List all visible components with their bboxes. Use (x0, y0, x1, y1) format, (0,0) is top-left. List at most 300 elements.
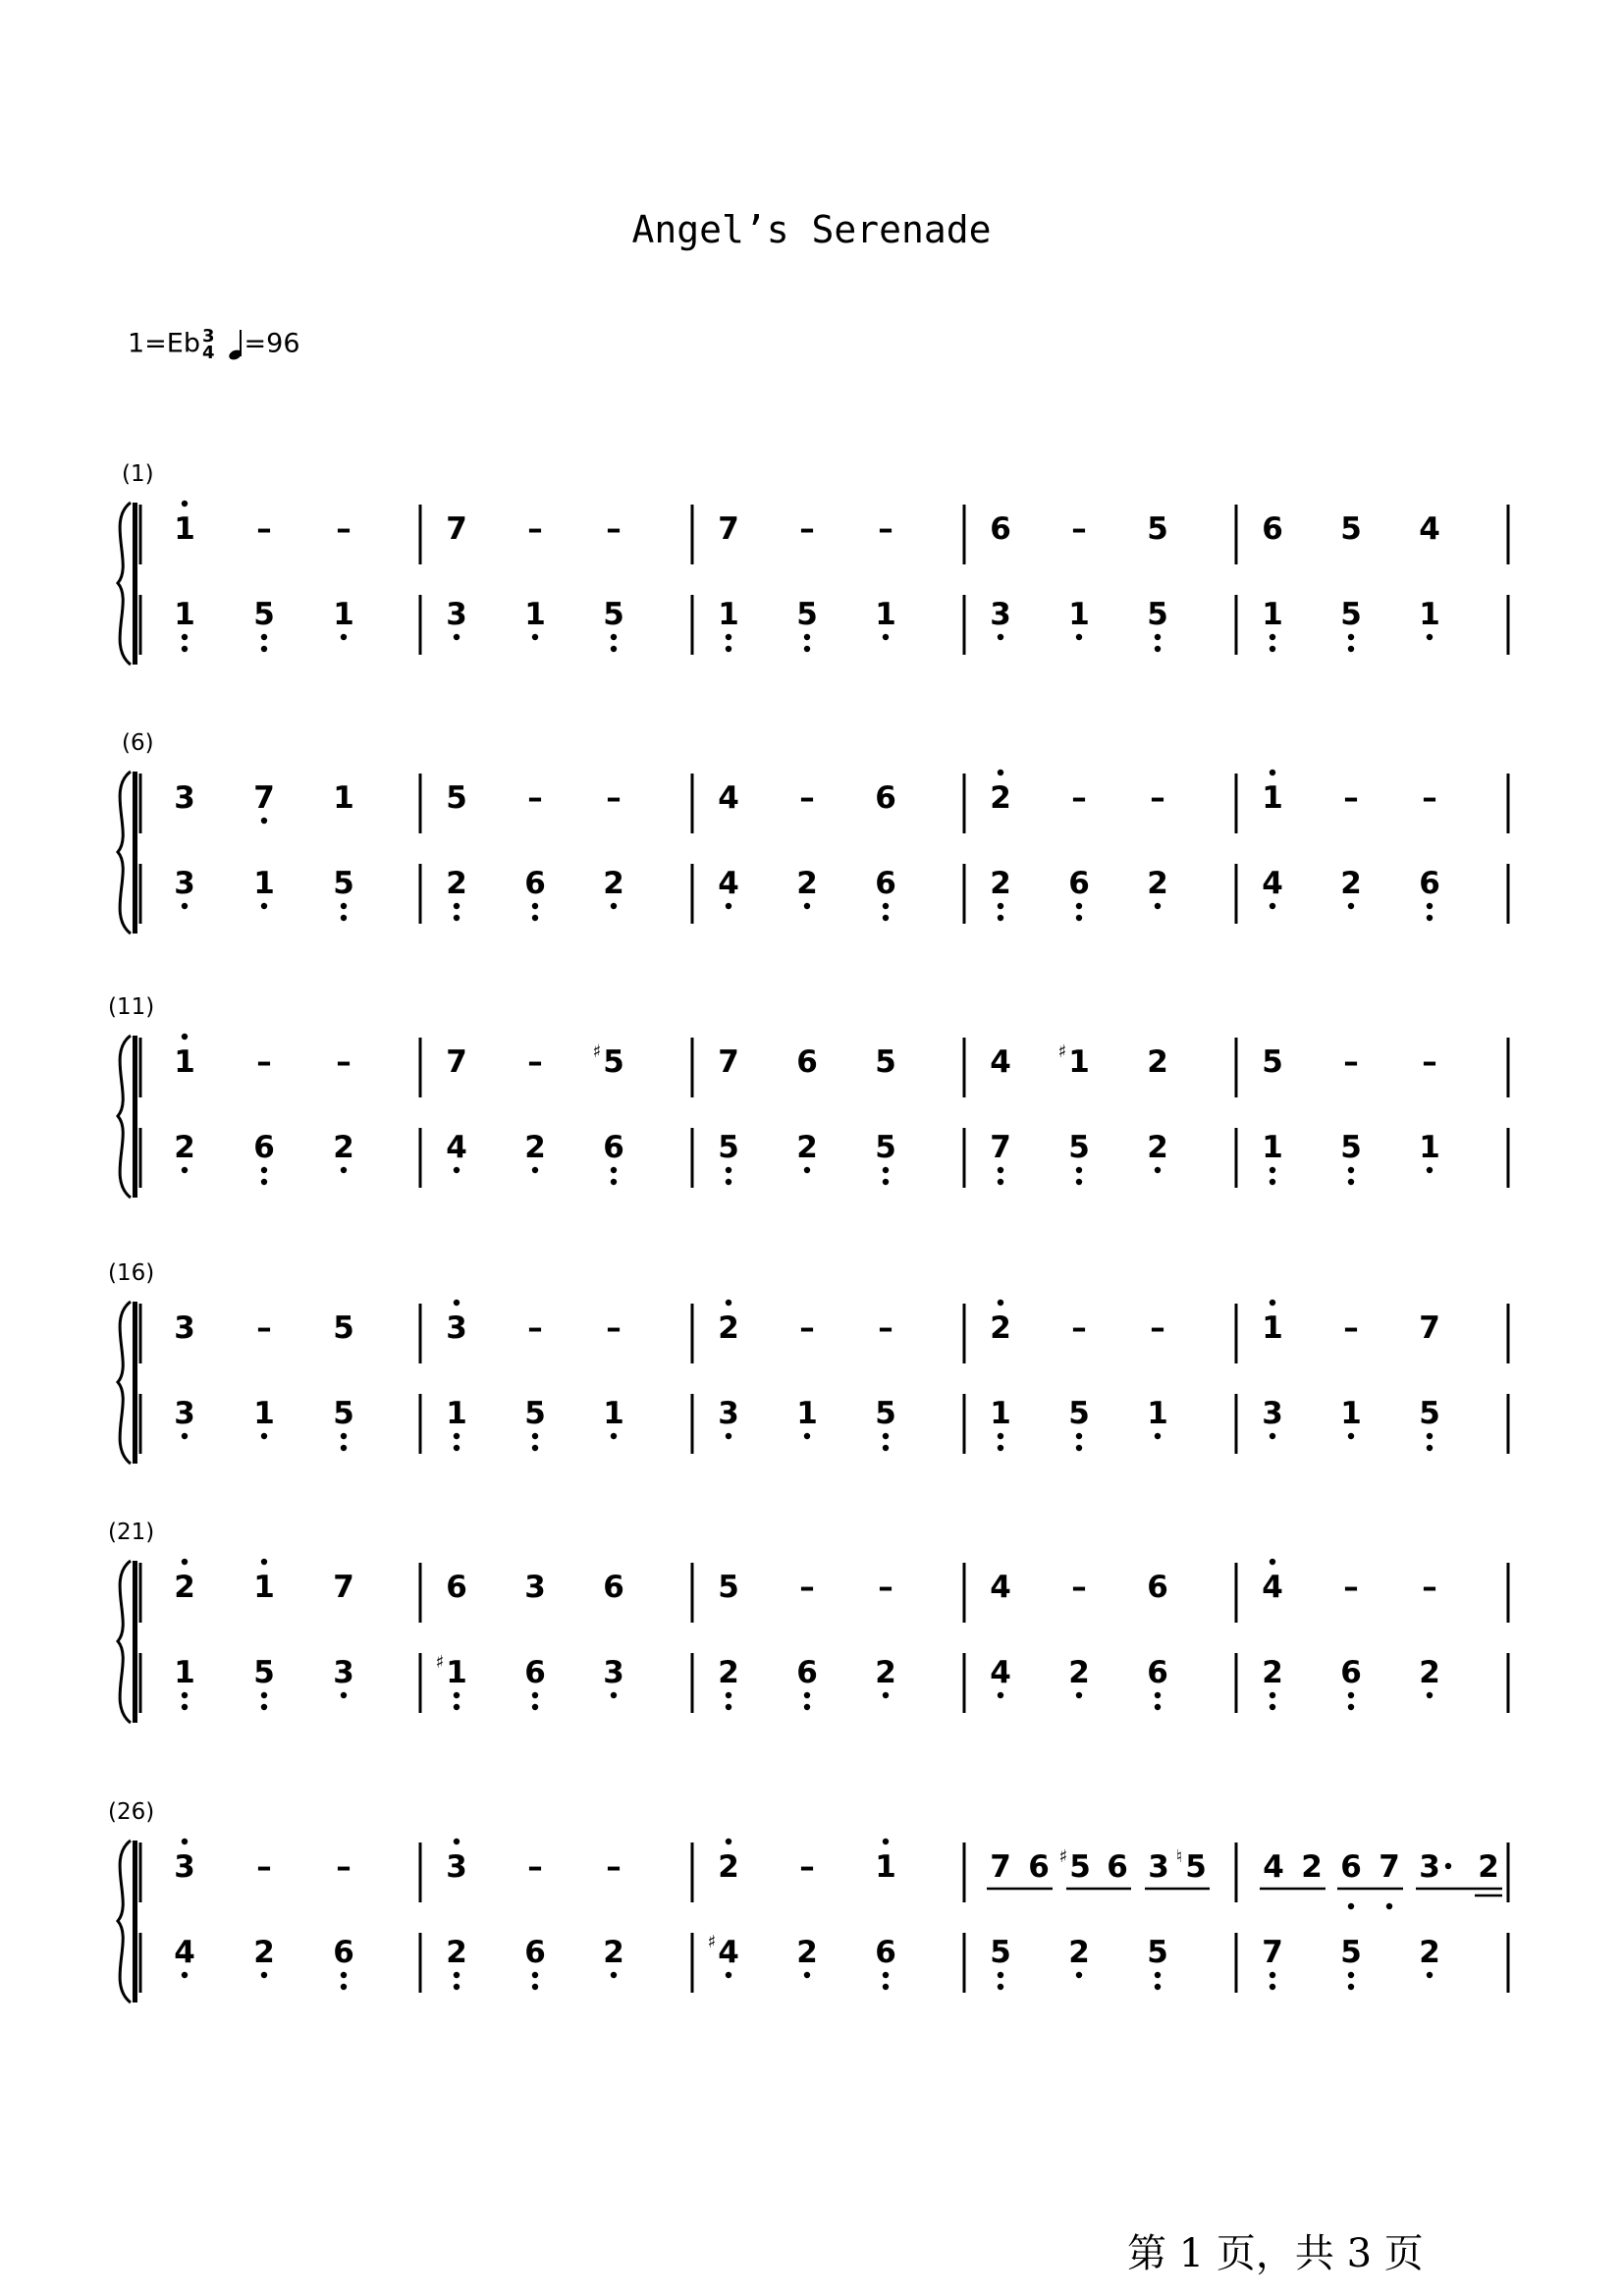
dash: – (1343, 1044, 1359, 1080)
note-number: 1 (1262, 597, 1283, 632)
score-title: Angel’s Serenade (631, 208, 992, 251)
dash: – (527, 780, 543, 816)
octave-dot (726, 1704, 731, 1710)
octave-dot (611, 1179, 617, 1185)
note-number: 5 (524, 1396, 546, 1431)
note-number: 2 (1068, 1655, 1090, 1690)
octave-dot (182, 501, 188, 507)
note-number: 2 (718, 1310, 739, 1346)
octave-dot (1270, 1167, 1275, 1173)
octave-dot (1155, 1692, 1161, 1698)
note-number: 2 (990, 1310, 1011, 1346)
octave-dot (1155, 1167, 1161, 1173)
sharp-sign: ♯ (707, 1932, 717, 1952)
note-number: 2 (1340, 866, 1362, 901)
octave-dot (1155, 1984, 1161, 1990)
octave-dot (998, 1167, 1003, 1173)
note-number: 5 (718, 1570, 739, 1605)
octave-dot (726, 1433, 731, 1439)
octave-dot (454, 634, 460, 640)
octave-dot (1348, 1433, 1354, 1439)
note-number: 1 (1262, 780, 1283, 816)
measure-number: (26) (108, 1799, 155, 1825)
octave-dot (532, 1984, 538, 1990)
note-number: 1 (718, 597, 739, 632)
note-number: 2 (1262, 1655, 1283, 1690)
note-number: 2 (253, 1935, 275, 1970)
note-number: 7 (253, 780, 275, 816)
octave-dot (1445, 1863, 1451, 1869)
octave-dot (454, 1972, 460, 1978)
system-start-bar (133, 1561, 137, 1723)
note-number: 7 (1419, 1310, 1440, 1346)
octave-dot (1076, 915, 1082, 921)
octave-dot (804, 1433, 810, 1439)
note-number: 2 (1147, 866, 1168, 901)
note-number: 3 (990, 597, 1011, 632)
octave-dot (1427, 1167, 1433, 1173)
octave-dot (1155, 1704, 1161, 1710)
octave-dot (341, 1445, 347, 1451)
octave-dot (611, 903, 617, 909)
octave-dot (726, 1167, 731, 1173)
octave-dot (726, 634, 731, 640)
note-number: 1 (1419, 597, 1440, 632)
measure-number: (1) (122, 461, 154, 487)
octave-dot (611, 634, 617, 640)
brace (118, 1036, 131, 1198)
octave-dot (1155, 1972, 1161, 1978)
note-number: 4 (174, 1935, 195, 1970)
note-number: 6 (1147, 1655, 1168, 1690)
note-number: 2 (796, 866, 818, 901)
octave-dot (726, 1839, 731, 1844)
note-number: 2 (990, 780, 1011, 816)
note-number: 1 (174, 1655, 195, 1690)
octave-dot (1270, 770, 1275, 775)
note-number: 1 (333, 597, 354, 632)
octave-dot (804, 1167, 810, 1173)
note-number: 1 (446, 1655, 467, 1690)
note-number: 5 (1419, 1396, 1440, 1431)
octave-dot (998, 1445, 1003, 1451)
note-number: 4 (1262, 866, 1283, 901)
note-number: 7 (1379, 1849, 1400, 1885)
octave-dot (341, 634, 347, 640)
note-number: 4 (1419, 511, 1440, 547)
note-number: 6 (990, 511, 1011, 547)
note-number: 6 (524, 1655, 546, 1690)
time-signature-top: 3 (202, 326, 215, 347)
octave-dot (261, 1433, 267, 1439)
note-number: 3 (446, 1849, 467, 1885)
dash: – (336, 511, 352, 547)
octave-dot (182, 1034, 188, 1040)
dash: – (1071, 1310, 1087, 1346)
octave-dot (1270, 634, 1275, 640)
octave-dot (1076, 1692, 1082, 1698)
dash: – (336, 1849, 352, 1885)
octave-dot (1270, 1972, 1275, 1978)
note-number: 7 (446, 1044, 467, 1080)
octave-dot (532, 915, 538, 921)
octave-dot (1386, 1903, 1392, 1909)
octave-dot (261, 1559, 267, 1565)
note-number: 4 (718, 866, 739, 901)
octave-dot (611, 646, 617, 652)
octave-dot (726, 646, 731, 652)
octave-dot (1348, 1167, 1354, 1173)
octave-dot (1348, 903, 1354, 909)
note-number: 5 (1185, 1849, 1207, 1885)
octave-dot (726, 1179, 731, 1185)
dash: – (1071, 511, 1087, 547)
note-number: 5 (1262, 1044, 1283, 1080)
octave-dot (454, 1692, 460, 1698)
note-number: 1 (333, 780, 354, 816)
note-number: 2 (333, 1130, 354, 1165)
octave-dot (182, 1433, 188, 1439)
brace (118, 1302, 131, 1464)
note-number: 5 (1340, 1130, 1362, 1165)
octave-dot (532, 1972, 538, 1978)
dash: – (606, 1849, 622, 1885)
octave-dot (1270, 903, 1275, 909)
note-number: 1 (990, 1396, 1011, 1431)
dash: – (799, 511, 815, 547)
brace (118, 1561, 131, 1723)
octave-dot (1270, 1300, 1275, 1306)
dash: – (256, 1044, 272, 1080)
octave-dot (261, 1179, 267, 1185)
note-number: 2 (446, 866, 467, 901)
note-number: 1 (524, 597, 546, 632)
system-start-bar (133, 503, 137, 665)
octave-dot (1076, 1445, 1082, 1451)
octave-dot (883, 903, 889, 909)
note-number: 1 (446, 1396, 467, 1431)
sharp-sign: ♯ (1058, 1846, 1068, 1867)
octave-dot (454, 1300, 460, 1306)
note-number: 1 (796, 1396, 818, 1431)
note-number: 5 (603, 597, 624, 632)
dash: – (1422, 780, 1437, 816)
note-number: 6 (524, 1935, 546, 1970)
note-number: 7 (990, 1849, 1011, 1885)
note-number: 2 (1478, 1849, 1499, 1885)
octave-dot (1155, 903, 1161, 909)
note-number: 6 (875, 866, 896, 901)
note-number: 2 (796, 1130, 818, 1165)
octave-dot (883, 1445, 889, 1451)
octave-dot (532, 1704, 538, 1710)
note-number: 7 (1262, 1935, 1283, 1970)
octave-dot (1076, 1972, 1082, 1978)
page-footer: 第 1 页，共 3 页 (1127, 2231, 1424, 2276)
octave-dot (454, 1433, 460, 1439)
octave-dot (804, 1972, 810, 1978)
octave-dot (998, 1984, 1003, 1990)
note-number: 1 (174, 511, 195, 547)
dash: – (878, 1570, 893, 1605)
note-number: 6 (446, 1570, 467, 1605)
note-number: 2 (990, 866, 1011, 901)
note-number: 6 (524, 866, 546, 901)
note-number: 5 (1068, 1396, 1090, 1431)
note-number: 6 (1107, 1849, 1128, 1885)
note-number: 2 (796, 1935, 818, 1970)
octave-dot (998, 1692, 1003, 1698)
octave-dot (454, 1445, 460, 1451)
note-number: 6 (875, 780, 896, 816)
note-number: 7 (333, 1570, 354, 1605)
octave-dot (261, 818, 267, 824)
system-start-bar (133, 1036, 137, 1198)
octave-dot (804, 903, 810, 909)
octave-dot (1348, 634, 1354, 640)
note-number: 5 (253, 1655, 275, 1690)
note-number: 5 (1340, 597, 1362, 632)
note-number: 4 (718, 780, 739, 816)
octave-dot (182, 1559, 188, 1565)
dash: – (256, 1310, 272, 1346)
dash: – (1150, 780, 1165, 816)
octave-dot (1427, 1433, 1433, 1439)
octave-dot (883, 1692, 889, 1698)
note-number: 2 (603, 866, 624, 901)
note-number: 5 (446, 780, 467, 816)
measure-number: (21) (108, 1520, 155, 1545)
note-number: 1 (253, 1570, 275, 1605)
dash: – (527, 1044, 543, 1080)
note-number: 1 (1068, 597, 1090, 632)
octave-dot (1155, 646, 1161, 652)
note-number: 2 (446, 1935, 467, 1970)
note-number: 2 (524, 1130, 546, 1165)
octave-dot (532, 634, 538, 640)
octave-dot (1427, 634, 1433, 640)
octave-dot (532, 1445, 538, 1451)
octave-dot (182, 1839, 188, 1844)
octave-dot (998, 770, 1003, 775)
octave-dot (1270, 646, 1275, 652)
note-number: 5 (718, 1130, 739, 1165)
octave-dot (1076, 1167, 1082, 1173)
note-number: 3 (446, 1310, 467, 1346)
dash: – (1150, 1310, 1165, 1346)
octave-dot (532, 1167, 538, 1173)
note-number: 3 (446, 597, 467, 632)
octave-dot (804, 646, 810, 652)
note-number: 3 (174, 780, 195, 816)
note-number: 1 (1068, 1044, 1090, 1080)
octave-dot (998, 903, 1003, 909)
octave-dot (1348, 1903, 1354, 1909)
note-number: 2 (1068, 1935, 1090, 1970)
octave-dot (454, 903, 460, 909)
octave-dot (182, 1972, 188, 1978)
dash: – (799, 1849, 815, 1885)
octave-dot (182, 634, 188, 640)
note-number: 4 (990, 1044, 1011, 1080)
note-number: 6 (1340, 1849, 1362, 1885)
system-start-bar (133, 1841, 137, 2002)
octave-dot (726, 1300, 731, 1306)
note-number: 3 (1148, 1849, 1169, 1885)
octave-dot (1076, 903, 1082, 909)
note-number: 4 (718, 1935, 739, 1970)
octave-dot (1270, 1704, 1275, 1710)
note-number: 3 (174, 1310, 195, 1346)
sharp-sign: ♯ (592, 1041, 602, 1062)
note-number: 5 (1340, 1935, 1362, 1970)
octave-dot (1348, 1704, 1354, 1710)
octave-dot (261, 634, 267, 640)
note-number: 6 (1340, 1655, 1362, 1690)
key-prefix: 1=Eb (128, 328, 200, 359)
note-number: 1 (174, 597, 195, 632)
octave-dot (261, 1167, 267, 1173)
note-number: 1 (1419, 1130, 1440, 1165)
sharp-sign: ♯ (1057, 1041, 1067, 1062)
octave-dot (611, 1433, 617, 1439)
octave-dot (883, 915, 889, 921)
note-number: 2 (718, 1849, 739, 1885)
octave-dot (1348, 1692, 1354, 1698)
octave-dot (998, 1300, 1003, 1306)
octave-dot (611, 1972, 617, 1978)
octave-dot (1270, 1433, 1275, 1439)
note-number: 2 (1147, 1130, 1168, 1165)
octave-dot (1270, 1179, 1275, 1185)
octave-dot (532, 1692, 538, 1698)
octave-dot (261, 646, 267, 652)
octave-dot (804, 634, 810, 640)
octave-dot (726, 903, 731, 909)
dash: – (256, 1849, 272, 1885)
note-number: 6 (253, 1130, 275, 1165)
octave-dot (804, 1704, 810, 1710)
dash: – (799, 780, 815, 816)
octave-dot (726, 1692, 731, 1698)
dash: – (527, 511, 543, 547)
octave-dot (1427, 915, 1433, 921)
octave-dot (998, 1179, 1003, 1185)
note-number: 2 (174, 1130, 195, 1165)
note-number: 2 (875, 1655, 896, 1690)
octave-dot (454, 1839, 460, 1844)
note-number: 5 (1340, 511, 1362, 547)
octave-dot (261, 1972, 267, 1978)
octave-dot (1076, 1433, 1082, 1439)
note-number: 6 (603, 1570, 624, 1605)
octave-dot (182, 1704, 188, 1710)
octave-dot (341, 1167, 347, 1173)
note-number: 5 (1147, 1935, 1168, 1970)
measure-number: (6) (122, 730, 154, 756)
note-number: 6 (796, 1655, 818, 1690)
note-number: 3 (1419, 1849, 1440, 1885)
octave-dot (883, 1972, 889, 1978)
octave-dot (611, 1167, 617, 1173)
octave-dot (261, 1704, 267, 1710)
octave-dot (1270, 1559, 1275, 1565)
note-number: 1 (1147, 1396, 1168, 1431)
note-number: 6 (796, 1044, 818, 1080)
note-number: 1 (1262, 1130, 1283, 1165)
note-number: 3 (174, 1849, 195, 1885)
brace (118, 1841, 131, 2002)
note-number: 2 (174, 1570, 195, 1605)
note-number: 6 (1419, 866, 1440, 901)
note-number: 2 (1419, 1655, 1440, 1690)
note-number: 2 (1301, 1849, 1323, 1885)
dash: – (606, 511, 622, 547)
dash: – (1071, 780, 1087, 816)
dash: – (256, 511, 272, 547)
note-number: 3 (603, 1655, 624, 1690)
note-number: 7 (990, 1130, 1011, 1165)
octave-dot (341, 1972, 347, 1978)
octave-dot (182, 1692, 188, 1698)
octave-dot (804, 1692, 810, 1698)
octave-dot (341, 1433, 347, 1439)
note-number: 6 (1147, 1570, 1168, 1605)
note-number: 3 (174, 866, 195, 901)
note-number: 1 (1262, 1310, 1283, 1346)
note-number: 5 (333, 1310, 354, 1346)
octave-dot (998, 915, 1003, 921)
dash: – (336, 1044, 352, 1080)
octave-dot (182, 646, 188, 652)
octave-dot (341, 903, 347, 909)
note-number: 6 (1262, 511, 1283, 547)
octave-dot (454, 1984, 460, 1990)
note-number: 3 (718, 1396, 739, 1431)
octave-dot (532, 903, 538, 909)
octave-dot (883, 634, 889, 640)
octave-dot (611, 1692, 617, 1698)
octave-dot (726, 1972, 731, 1978)
note-number: 6 (603, 1130, 624, 1165)
dash: – (878, 511, 893, 547)
dash: – (1343, 780, 1359, 816)
octave-dot (998, 634, 1003, 640)
dash: – (799, 1310, 815, 1346)
note-number: 1 (875, 597, 896, 632)
note-number: 3 (524, 1570, 546, 1605)
natural-sign: ♮ (1175, 1846, 1183, 1867)
note-number: 4 (1263, 1849, 1284, 1885)
octave-dot (454, 1167, 460, 1173)
octave-dot (182, 903, 188, 909)
note-number: 5 (253, 597, 275, 632)
note-number: 3 (333, 1655, 354, 1690)
octave-dot (261, 903, 267, 909)
dash: – (527, 1310, 543, 1346)
octave-dot (532, 1433, 538, 1439)
octave-dot (1348, 1179, 1354, 1185)
time-signature-bottom: 4 (202, 343, 215, 363)
note-number: 1 (603, 1396, 624, 1431)
system-start-bar (133, 772, 137, 934)
octave-dot (1427, 1445, 1433, 1451)
tempo-value: =96 (243, 328, 300, 359)
note-number: 5 (333, 866, 354, 901)
note-number: 5 (875, 1130, 896, 1165)
octave-dot (182, 1167, 188, 1173)
dash: – (1422, 1044, 1437, 1080)
